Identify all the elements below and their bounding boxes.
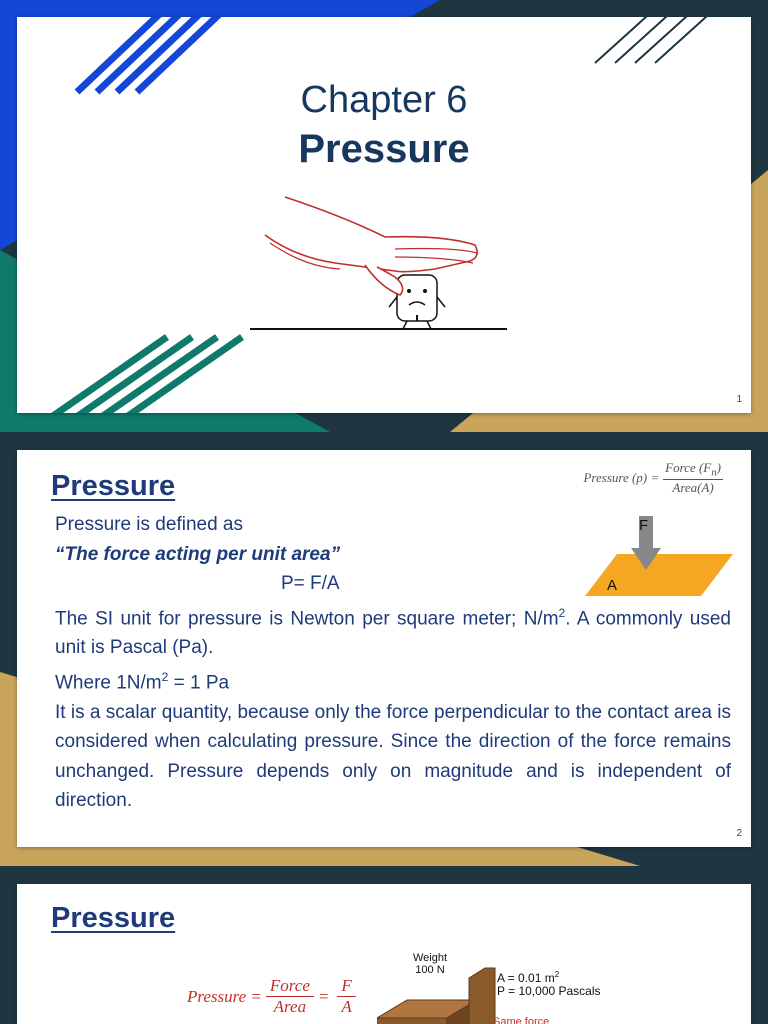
- equation-den-2: A: [341, 997, 352, 1016]
- equation-fraction-1: [266, 976, 314, 1017]
- formula-denominator: Area(A): [672, 479, 714, 495]
- weight-label-text: Weight: [412, 952, 448, 964]
- slide-2: [0, 432, 768, 866]
- si-unit-sup: 2: [558, 605, 566, 620]
- formula-numerator-text: Force (F: [665, 460, 712, 475]
- hand-pressing-cartoon: [245, 187, 515, 337]
- scalar-paragraph: It is a scalar quantity, because only the force perpendicular to the contact area is considered when calculating pressure. Since the direction of the force remains unchanged. Pressure depends only on magnitude and is independent of direction.: [55, 701, 731, 812]
- pressure-equation: [187, 976, 356, 1017]
- si-unit-paragraph: [55, 599, 731, 663]
- slide-3-card: [17, 884, 751, 1024]
- pascal-text: Where 1N/m: [55, 672, 162, 694]
- slide-2-card: [17, 450, 751, 847]
- si-unit-text-end: . A commonly used unit is Pascal (Pa).: [55, 607, 731, 659]
- area-stat: [497, 968, 601, 985]
- slide-number: 1: [736, 394, 742, 405]
- slide-1: [0, 0, 768, 432]
- area-stat-text: A = 0.01 m: [497, 971, 555, 985]
- weight-label: [407, 952, 453, 976]
- formula-fraction: [663, 460, 723, 496]
- slide-3: [0, 866, 768, 1024]
- equation-left: Pressure =: [187, 986, 262, 1006]
- slide-body: [55, 510, 731, 816]
- formula-numerator-end: ): [716, 460, 721, 475]
- equation-num-2: F: [337, 976, 355, 997]
- pascal-sup: 2: [161, 669, 169, 684]
- pascal-equivalence: [55, 663, 731, 698]
- formula-left: Pressure (p) =: [583, 469, 660, 485]
- chapter-title: Chapter 6: [300, 79, 468, 121]
- equation-equals: =: [317, 986, 330, 1006]
- brick-stats: [497, 968, 601, 998]
- equation-den-1: Area: [273, 997, 307, 1016]
- formula-line: P= F/A: [281, 573, 340, 594]
- formula-numerator: [663, 460, 723, 480]
- slide-heading: Pressure: [51, 470, 176, 502]
- pressure-stat: P = 10,000 Pascals: [497, 984, 601, 998]
- slide-1-card: [17, 17, 751, 413]
- same-force-label: Same force: [493, 1016, 550, 1024]
- diagram-area-label: A: [607, 577, 618, 594]
- equation-num-1: Force: [266, 976, 314, 997]
- diagram-force-label: F: [639, 517, 649, 534]
- slide-heading: Pressure: [51, 902, 176, 934]
- slide-number: 2: [736, 828, 742, 839]
- definition-intro: Pressure is defined as: [55, 514, 243, 535]
- pressure-formula-image: [583, 460, 723, 496]
- area-stat-sup: 2: [554, 970, 560, 979]
- equation-fraction-2: [337, 976, 355, 1017]
- formula-numerator-sub: n: [711, 466, 717, 479]
- chapter-subtitle: Pressure: [298, 127, 470, 171]
- si-unit-text: The SI unit for pressure is Newton per square meter; N/m: [55, 607, 559, 629]
- pascal-text-end: = 1 Pa: [168, 672, 230, 694]
- weight-value: 100 N: [415, 964, 445, 976]
- definition-quote: “The force acting per unit area”: [55, 543, 341, 565]
